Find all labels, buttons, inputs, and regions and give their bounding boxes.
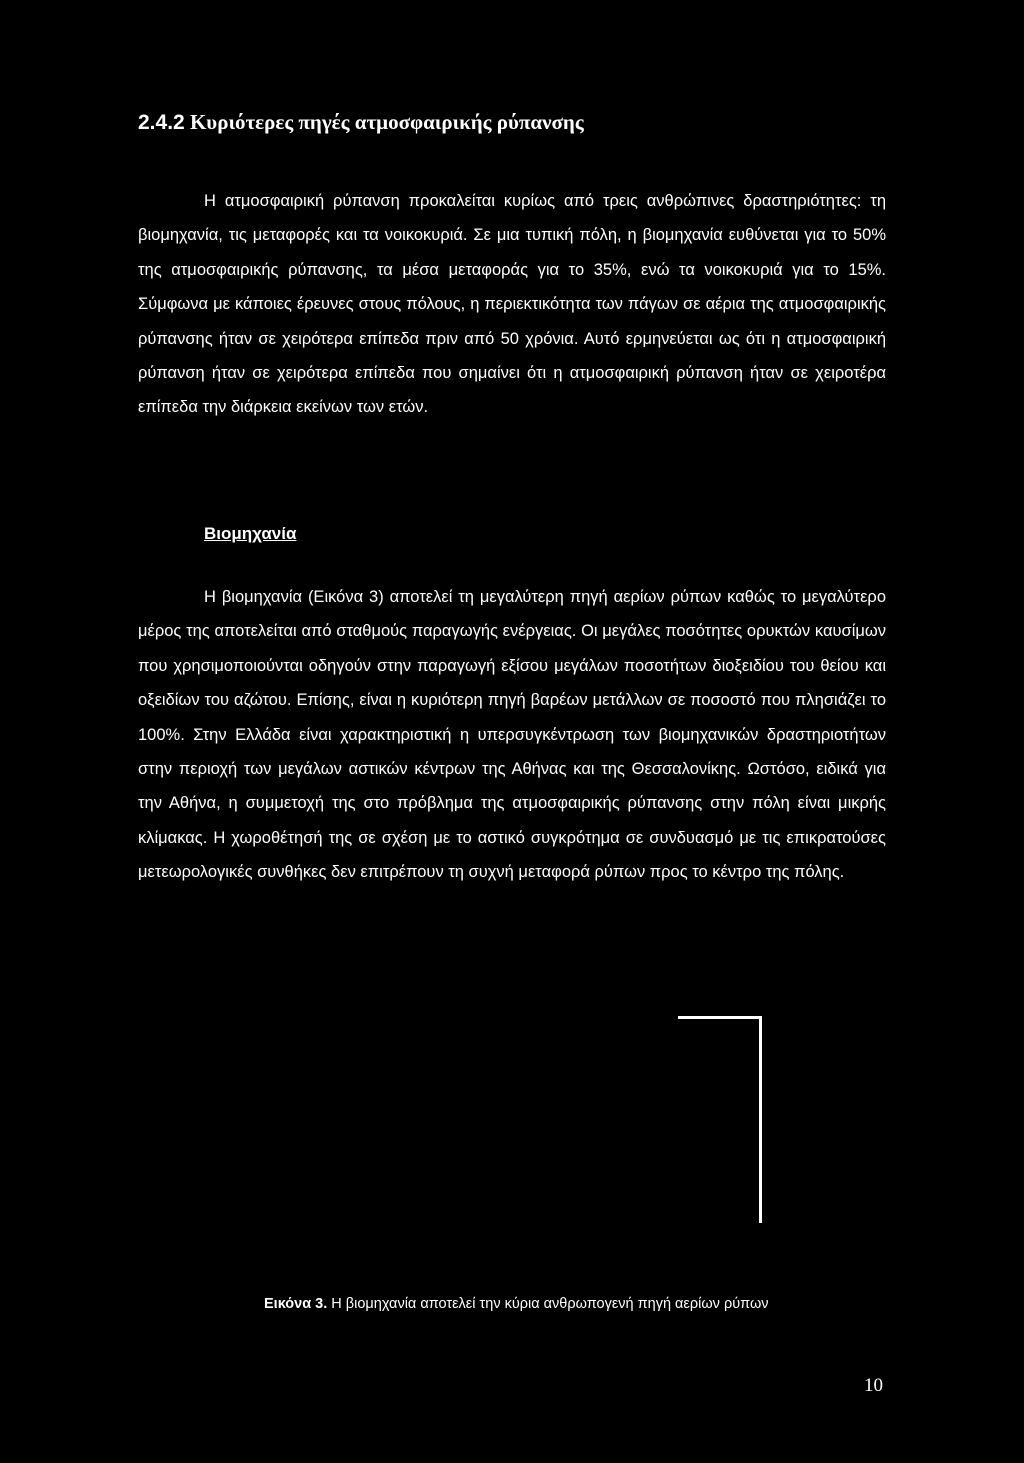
figure-frame-right-line: [759, 1016, 762, 1223]
section-number: 2.4.2: [138, 111, 185, 134]
figure-caption-text: Η βιομηχανία αποτελεί την κύρια ανθρωπογενή πηγή αερίων ρύπων: [327, 1296, 769, 1312]
figure-frame-top-line: [678, 1016, 762, 1019]
figure-caption-label: Εικόνα 3.: [264, 1296, 328, 1312]
page-number: 10: [864, 1375, 883, 1396]
figure-image-frame: [678, 1016, 762, 1223]
section-title-text: Κυριότερες πηγές ατμοσφαιρικής ρύπανσης: [189, 110, 584, 134]
paragraph-intro: Η ατμοσφαιρική ρύπανση προκαλείται κυρίως από τρεις ανθρώπινες δραστηριότητες: τη βιομηχανία, τις μεταφορές και τα νοικοκυριά. Σε μια τυπική πόλη, η βιομηχανία ευθύνεται για το 50% της ατμοσφαιρικής ρύπανσης, τα μέσα μεταφοράς για το 35%, ενώ τα νοικοκυριά για το 15%. Σύμφωνα με κάποιες έρευνες στους πόλους, η περιεκτικότητα των πάγων σε αέρια της ατμοσφαιρικής ρύπανσης ήταν σε χειρότερα επίπεδα πριν από 50 χρόνια. Αυτό ερμηνεύεται ως ότι η ατμοσφαιρική ρύπανση ήταν σε χειρότερα επίπεδα που σημαίνει ότι η ατμοσφαιρική ρύπανση ήταν σε χειροτέρα επίπεδα την διάρκεια εκείνων των ετών.: [138, 192, 886, 417]
subheading-industry: Βιομηχανία: [204, 524, 297, 543]
section-heading: [138, 110, 584, 135]
paragraph-industry: Η βιομηχανία (Εικόνα 3) αποτελεί τη μεγαλύτερη πηγή αερίων ρύπων καθώς το μεγαλύτερο μέρος της αποτελείται από σταθμούς παραγωγής ενέργειας. Οι μεγάλες ποσότητες ορυκτών καυσίμων που χρησιμοποιούνται οδηγούν στην παραγωγή εξίσου μεγάλων ποσοτήτων διοξειδίου του θείου και οξειδίων του αζώτου. Επίσης, είναι η κυριότερη πηγή βαρέων μετάλλων σε ποσοστό που πλησιάζει το 100%. Στην Ελλάδα είναι χαρακτηριστική η υπερσυγκέντρωση των βιομηχανικών δραστηριοτήτων στην περιοχή των μεγάλων αστικών κέντρων της Αθήνας και της Θεσσαλονίκης. Ωστόσο, ειδικά για την Αθήνα, η συμμετοχή της στο πρόβλημα της ατμοσφαιρικής ρύπανσης στην πόλη είναι μικρής κλίμακας. Η χωροθέτησή της σε σχέση με το αστικό συγκρότημα σε συνδυασμό με τις επικρατούσες μετεωρολογικές συνθήκες δεν επιτρέπουν τη συχνή μεταφορά ρύπων προς το κέντρο της πόλης.: [138, 588, 886, 882]
figure-caption: [264, 1296, 769, 1312]
